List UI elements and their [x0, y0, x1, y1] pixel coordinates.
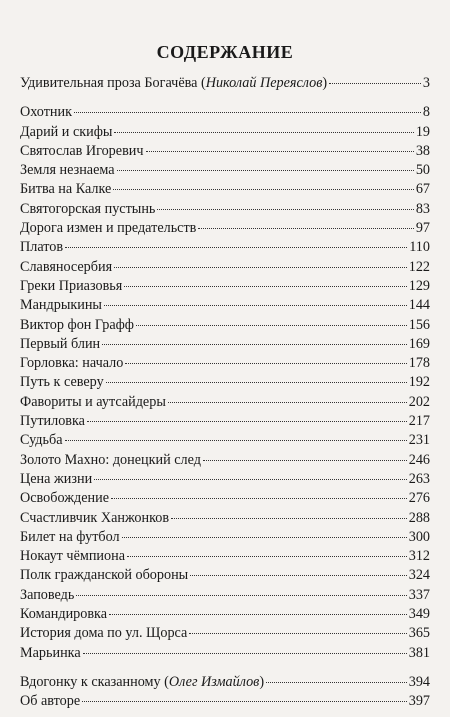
- toc-entry-title: Святогорская пустынь: [20, 200, 156, 217]
- dot-leader: [125, 363, 406, 364]
- toc-entry-page: 122: [408, 258, 430, 275]
- table-of-contents: [20, 74, 430, 712]
- dot-leader: [189, 633, 406, 634]
- toc-entry[interactable]: [20, 161, 430, 180]
- dot-leader: [111, 498, 407, 499]
- dot-leader: [83, 653, 407, 654]
- toc-main-entries: [20, 103, 430, 663]
- toc-entry[interactable]: [20, 431, 430, 450]
- toc-entry[interactable]: [20, 123, 430, 142]
- dot-leader: [109, 614, 407, 615]
- toc-entry-page: 169: [408, 335, 430, 352]
- dot-leader: [65, 247, 407, 248]
- toc-entry-title: Вдогонку к сказанному (Олег Измайлов): [20, 673, 265, 690]
- dot-leader: [122, 537, 407, 538]
- dot-leader: [106, 382, 407, 383]
- toc-entry-title: Заповедь: [20, 586, 75, 603]
- toc-entry-title: Греки Приазовья: [20, 277, 123, 294]
- toc-entry[interactable]: [20, 547, 430, 566]
- toc-entry-title: Битва на Калке: [20, 181, 112, 198]
- toc-entry-page: 288: [408, 509, 430, 526]
- toc-entry[interactable]: [20, 354, 430, 373]
- dot-leader: [102, 344, 407, 345]
- dot-leader: [104, 305, 407, 306]
- toc-entry-page: 217: [408, 413, 430, 430]
- toc-entry[interactable]: [20, 238, 430, 257]
- toc-entry-page: 97: [415, 220, 430, 237]
- toc-entry-page: 246: [408, 451, 430, 468]
- toc-entry-page: 324: [408, 567, 430, 584]
- toc-entry-page: 38: [415, 142, 430, 159]
- toc-entry[interactable]: [20, 605, 430, 624]
- toc-entry-title: Билет на футбол: [20, 528, 120, 545]
- toc-entry-page: 50: [415, 162, 430, 179]
- toc-entry-title: Первый блин: [20, 335, 101, 352]
- toc-entry-title: Мандрыкины: [20, 297, 102, 314]
- toc-entry-page: 365: [408, 625, 430, 642]
- toc-entry[interactable]: [20, 258, 430, 277]
- toc-entry-page: 300: [408, 528, 430, 545]
- toc-entry-title: Земля незнаема: [20, 162, 115, 179]
- toc-entry-title: Платов: [20, 239, 64, 256]
- dot-leader: [87, 421, 407, 422]
- toc-entry-page: 178: [408, 355, 430, 372]
- dot-leader: [136, 325, 407, 326]
- toc-entry[interactable]: [20, 489, 430, 508]
- dot-leader: [168, 402, 407, 403]
- toc-entry[interactable]: [20, 296, 430, 315]
- toc-entry[interactable]: [20, 412, 430, 431]
- toc-bottom-entries: [20, 673, 430, 712]
- toc-entry[interactable]: [20, 586, 430, 605]
- toc-entry-page: 3: [422, 75, 430, 91]
- toc-entry-page: 129: [408, 277, 430, 294]
- toc-entry-page: 202: [408, 393, 430, 410]
- dot-leader: [157, 209, 413, 210]
- toc-entry-page: 144: [408, 297, 430, 314]
- dot-leader: [198, 228, 413, 229]
- dot-leader: [76, 595, 406, 596]
- toc-entry-author: Олег Измайлов: [168, 673, 260, 690]
- toc-entry-title: Командировка: [20, 606, 108, 623]
- toc-entry-title: Дарий и скифы: [20, 123, 113, 140]
- toc-entry-page: 263: [408, 470, 430, 487]
- toc-entry-page: 349: [408, 606, 430, 623]
- toc-entry[interactable]: [20, 566, 430, 585]
- toc-entry[interactable]: [20, 509, 430, 528]
- dot-leader: [127, 556, 407, 557]
- dot-leader: [266, 682, 407, 683]
- toc-entry-page: 381: [408, 644, 430, 661]
- dot-leader: [171, 518, 407, 519]
- toc-entry-page: 67: [415, 181, 430, 198]
- dot-leader: [146, 151, 414, 152]
- toc-entry-title: Фавориты и аутсайдеры: [20, 393, 166, 410]
- toc-entry-page: 8: [422, 104, 430, 121]
- toc-entry[interactable]: [20, 316, 430, 335]
- toc-entry-title: Золото Махно: донецкий след: [20, 451, 201, 468]
- toc-entry-title: Дорога измен и предательств: [20, 220, 197, 237]
- toc-entry-title: Марьинка: [20, 644, 81, 661]
- toc-entry-page: 397: [408, 693, 430, 710]
- toc-entry-title: Путиловка: [20, 413, 85, 430]
- toc-entry[interactable]: [20, 103, 430, 122]
- toc-entry-title: Полк гражданской обороны: [20, 567, 189, 584]
- toc-entry-title: Нокаут чёмпиона: [20, 548, 126, 565]
- dot-leader: [74, 112, 421, 113]
- toc-entry-title: Горловка: начало: [20, 355, 124, 372]
- toc-entry-title: История дома по ул. Щорса: [20, 625, 188, 642]
- toc-entry[interactable]: [20, 373, 430, 392]
- toc-entry-title: Цена жизни: [20, 470, 93, 487]
- toc-entry[interactable]: [20, 673, 430, 692]
- toc-entry-title: Охотник: [20, 104, 72, 121]
- dot-leader: [113, 189, 413, 190]
- toc-entry-page: 312: [408, 548, 430, 565]
- toc-entry[interactable]: [20, 393, 430, 412]
- toc-entry-page: 83: [415, 200, 430, 217]
- toc-entry-page: 19: [415, 123, 430, 140]
- toc-entry-intro[interactable]: [20, 74, 430, 93]
- toc-entry[interactable]: [20, 470, 430, 489]
- dot-leader: [190, 575, 407, 576]
- toc-entry-title: Об авторе: [20, 693, 81, 710]
- toc-entry[interactable]: [20, 624, 430, 643]
- toc-entry-page: 231: [408, 432, 430, 449]
- toc-entry-author: Николай Переяслов: [205, 75, 323, 91]
- toc-entry-title: Святослав Игоревич: [20, 142, 144, 159]
- toc-entry[interactable]: [20, 142, 430, 161]
- toc-entry[interactable]: [20, 644, 430, 663]
- dot-leader: [114, 132, 413, 133]
- toc-entry-page: 276: [408, 490, 430, 507]
- toc-entry[interactable]: [20, 180, 430, 199]
- toc-entry[interactable]: [20, 528, 430, 547]
- toc-entry[interactable]: [20, 277, 430, 296]
- dot-leader: [117, 170, 414, 171]
- toc-entry-title: Судьба: [20, 432, 63, 449]
- toc-entry-page: 156: [408, 316, 430, 333]
- dot-leader: [329, 83, 421, 84]
- toc-entry-title: Славяносербия: [20, 258, 113, 275]
- toc-entry-title: Удивительная проза Богачёва (Николай Переяслов): [20, 75, 328, 91]
- toc-entry[interactable]: [20, 335, 430, 354]
- toc-entry-page: 192: [408, 374, 430, 391]
- toc-entry-page: 337: [408, 586, 430, 603]
- toc-entry-page: 110: [409, 239, 430, 256]
- toc-entry-title: Освобождение: [20, 490, 109, 507]
- toc-entry-page: 394: [408, 673, 430, 690]
- toc-entry[interactable]: [20, 692, 430, 711]
- toc-entry[interactable]: [20, 200, 430, 219]
- dot-leader: [65, 440, 407, 441]
- toc-entry[interactable]: [20, 219, 430, 238]
- dot-leader: [82, 701, 407, 702]
- dot-leader: [124, 286, 406, 287]
- dot-leader: [114, 267, 407, 268]
- toc-entry-title: Путь к северу: [20, 374, 104, 391]
- page-title: СОДЕРЖАНИЕ: [156, 42, 294, 62]
- dot-leader: [203, 460, 407, 461]
- dot-leader: [94, 479, 407, 480]
- toc-entry-title: Счастливчик Ханжонков: [20, 509, 170, 526]
- toc-entry[interactable]: [20, 451, 430, 470]
- toc-entry-title: Виктор фон Графф: [20, 316, 134, 333]
